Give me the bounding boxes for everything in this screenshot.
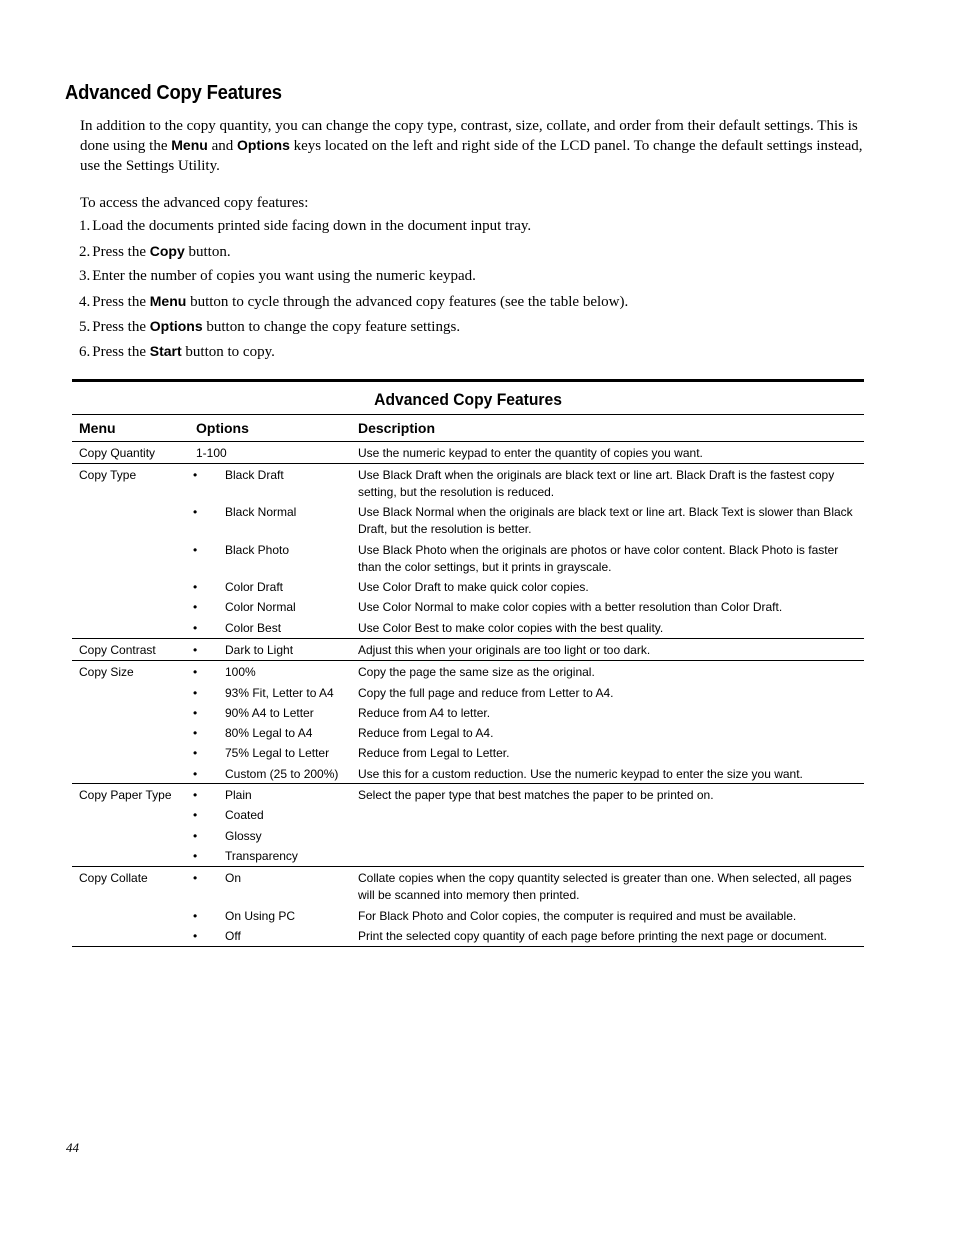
step-key-label: Copy	[149, 243, 185, 259]
option-cell	[193, 599, 358, 617]
step-text: Load the documents printed side facing down in the document input tray.	[92, 218, 532, 234]
step-item	[79, 241, 628, 266]
description-cell: Reduce from Legal to A4.	[358, 726, 494, 740]
description-cell: Use the numeric keypad to enter the quantity of copies you want.	[358, 446, 703, 460]
table-group	[72, 464, 864, 639]
table-row	[193, 905, 864, 925]
table-title: Advanced Copy Features	[374, 390, 562, 409]
table-row	[193, 501, 864, 539]
menu-key-label: Menu	[171, 137, 208, 154]
description-cell: Copy the page the same size as the original.	[358, 665, 595, 679]
description-cell: For Black Photo and Color copies, the computer is required and must be available.	[358, 909, 797, 923]
step-text-end: button to change the copy feature settings.	[202, 319, 461, 335]
options-key-label: Options	[236, 137, 290, 154]
option-text: Coated	[225, 808, 264, 822]
table-row	[193, 661, 864, 682]
step-number: 1.	[79, 218, 91, 234]
table-row	[193, 576, 864, 596]
step-item	[79, 316, 628, 341]
bullet-icon: •	[193, 909, 198, 923]
description-cell	[358, 848, 864, 866]
option-text: 100%	[225, 665, 256, 679]
bullet-icon: •	[193, 580, 198, 594]
menu-cell: Copy Paper Type	[79, 788, 172, 802]
step-key-label: Options	[149, 318, 203, 334]
page-heading: Advanced Copy Features	[65, 82, 282, 104]
option-text: Off	[225, 929, 241, 943]
option-text: Black Draft	[225, 468, 284, 482]
step-item	[79, 341, 628, 366]
option-text: Glossy	[225, 829, 262, 843]
bullet-icon: •	[193, 808, 198, 822]
table-group	[72, 442, 864, 464]
option-text: 75% Legal to Letter	[225, 746, 330, 760]
option-cell	[193, 908, 358, 925]
step-key-label: Menu	[149, 293, 187, 309]
description-cell: Use Black Draft when the originals are black text or line art. Black Draft is the fastest copy setting, but the resolution is reduced.	[358, 468, 835, 499]
bullet-icon: •	[193, 849, 198, 863]
option-cell	[193, 542, 358, 576]
description-cell: Reduce from A4 to letter.	[358, 706, 491, 720]
header-options: Options	[196, 420, 249, 436]
option-text: 1-100	[196, 446, 227, 460]
option-cell	[193, 620, 358, 638]
option-text: Black Normal	[225, 505, 297, 519]
description-cell: Copy the full page and reduce from Letter to A4.	[358, 686, 614, 700]
option-cell	[193, 848, 358, 866]
option-cell	[193, 807, 358, 825]
step-item	[79, 266, 628, 291]
option-cell	[193, 725, 358, 742]
option-text: 93% Fit, Letter to A4	[225, 686, 334, 700]
description-cell: Select the paper type that best matches the paper to be printed on.	[358, 788, 714, 802]
access-text: To access the advanced copy features:	[80, 195, 309, 211]
option-text: Color Normal	[225, 600, 296, 614]
table-row	[196, 442, 864, 463]
table-row	[193, 464, 864, 501]
table-row	[193, 784, 864, 804]
step-text-end: button to copy.	[181, 344, 275, 360]
description-cell: Use this for a custom reduction. Use the numeric keypad to enter the size you want.	[358, 767, 803, 781]
description-cell: Use Black Normal when the originals are black text or line art. Black Text is slower than Black Draft, but the resolution is better.	[358, 505, 853, 536]
table-row	[193, 742, 864, 763]
option-text: On	[225, 871, 242, 885]
step-number: 5.	[79, 319, 91, 335]
option-cell	[193, 642, 358, 660]
option-cell	[193, 664, 358, 682]
step-number: 4.	[79, 294, 91, 310]
description-cell	[358, 828, 864, 845]
description-cell: Use Black Photo when the originals are photos or have color content. Black Photo is faster than the color settings, but it prints in grayscale.	[358, 543, 839, 574]
option-cell	[196, 445, 358, 463]
bullet-icon: •	[193, 746, 198, 760]
page-number: 44	[66, 1140, 79, 1155]
bullet-icon: •	[193, 706, 198, 720]
step-text: Press the	[92, 294, 150, 310]
menu-cell: Copy Collate	[79, 871, 148, 885]
table-row	[193, 596, 864, 617]
table-row	[193, 763, 864, 783]
option-text: Transparency	[225, 849, 298, 863]
table-group	[72, 784, 864, 867]
menu-cell: Copy Type	[79, 468, 137, 482]
option-cell	[193, 579, 358, 596]
table-row	[193, 639, 864, 660]
bullet-icon: •	[193, 726, 198, 740]
bullet-icon: •	[193, 468, 198, 482]
step-number: 2.	[79, 244, 91, 260]
intro-text-3: keys located on the left and right side of the LCD panel. To change the default settings instead, use the Settings Utility.	[80, 138, 863, 174]
option-text: Black Photo	[225, 543, 290, 557]
table-row	[193, 702, 864, 722]
table-title-bar	[72, 379, 864, 415]
option-cell	[193, 745, 358, 763]
header-menu: Menu	[79, 420, 116, 436]
table-row	[193, 925, 864, 946]
step-item	[79, 291, 628, 316]
option-text: Color Draft	[225, 580, 284, 594]
table-row	[193, 682, 864, 702]
intro-text-1: In addition to the copy quantity, you can change the copy type, contrast, size, collate, and order from their default settings. This is done using the	[80, 118, 858, 155]
option-cell	[193, 685, 358, 702]
step-text: Press the	[92, 319, 150, 335]
table-header-row	[72, 415, 864, 442]
option-cell	[193, 467, 358, 501]
description-cell: Adjust this when your originals are too light or too dark.	[358, 643, 651, 657]
table-row	[193, 722, 864, 742]
description-cell: Use Color Best to make color copies with the best quality.	[358, 621, 664, 635]
table-group	[72, 867, 864, 947]
menu-cell: Copy Contrast	[79, 643, 156, 657]
intro-text-2: and	[207, 138, 237, 155]
step-number: 6.	[79, 344, 91, 360]
description-cell: Print the selected copy quantity of each page before printing the next page or document.	[358, 929, 827, 943]
table-row	[193, 867, 864, 905]
menu-cell: Copy Quantity	[79, 446, 156, 460]
menu-cell: Copy Size	[79, 665, 134, 679]
option-cell	[193, 870, 358, 905]
table-row	[193, 617, 864, 638]
features-table	[72, 379, 864, 947]
description-cell: Collate copies when the copy quantity selected is greater than one. When selected, all pages will be scanned into memory then printed.	[358, 871, 852, 902]
option-cell	[193, 766, 358, 783]
step-text-end: button.	[184, 244, 231, 260]
description-cell: Use Color Draft to make quick color copies.	[358, 580, 589, 594]
bullet-icon: •	[193, 643, 198, 657]
bullet-icon: •	[193, 686, 198, 700]
description-cell: Reduce from Legal to Letter.	[358, 746, 510, 760]
step-item	[79, 216, 628, 241]
option-cell	[193, 705, 358, 722]
description-cell: Use Color Normal to make color copies with a better resolution than Color Draft.	[358, 600, 783, 614]
step-text: Press the	[92, 244, 150, 260]
bullet-icon: •	[193, 621, 198, 635]
bullet-icon: •	[193, 505, 198, 519]
table-row	[193, 845, 864, 866]
bullet-icon: •	[193, 929, 198, 943]
step-number: 3.	[79, 268, 91, 284]
step-text-end: button to cycle through the advanced copy features (see the table below).	[186, 294, 629, 310]
option-text: 80% Legal to A4	[225, 726, 313, 740]
option-cell	[193, 787, 358, 804]
bullet-icon: •	[193, 665, 198, 679]
step-text: Enter the number of copies you want using the numeric keypad.	[92, 268, 476, 284]
table-group	[72, 639, 864, 661]
option-text: Dark to Light	[225, 643, 294, 657]
table-row	[193, 539, 864, 576]
option-text: 90% A4 to Letter	[225, 706, 314, 720]
table-body	[72, 442, 864, 947]
bullet-icon: •	[193, 871, 198, 885]
step-key-label: Start	[149, 343, 182, 359]
bullet-icon: •	[193, 600, 198, 614]
option-text: Plain	[225, 788, 252, 802]
option-cell	[193, 828, 358, 845]
bullet-icon: •	[193, 788, 198, 802]
table-row	[193, 804, 864, 825]
option-text: On Using PC	[225, 909, 296, 923]
option-cell	[193, 928, 358, 946]
table-row	[193, 825, 864, 845]
option-cell	[193, 504, 358, 539]
header-description: Description	[358, 420, 436, 436]
option-text: Color Best	[225, 621, 282, 635]
steps-list	[79, 216, 628, 366]
bullet-icon: •	[193, 829, 198, 843]
table-group	[72, 661, 864, 784]
description-cell	[358, 807, 864, 825]
bullet-icon: •	[193, 543, 198, 557]
bullet-icon: •	[193, 767, 198, 781]
step-text: Press the	[92, 344, 150, 360]
intro-paragraph	[80, 117, 870, 176]
option-text: Custom (25 to 200%)	[225, 767, 339, 781]
